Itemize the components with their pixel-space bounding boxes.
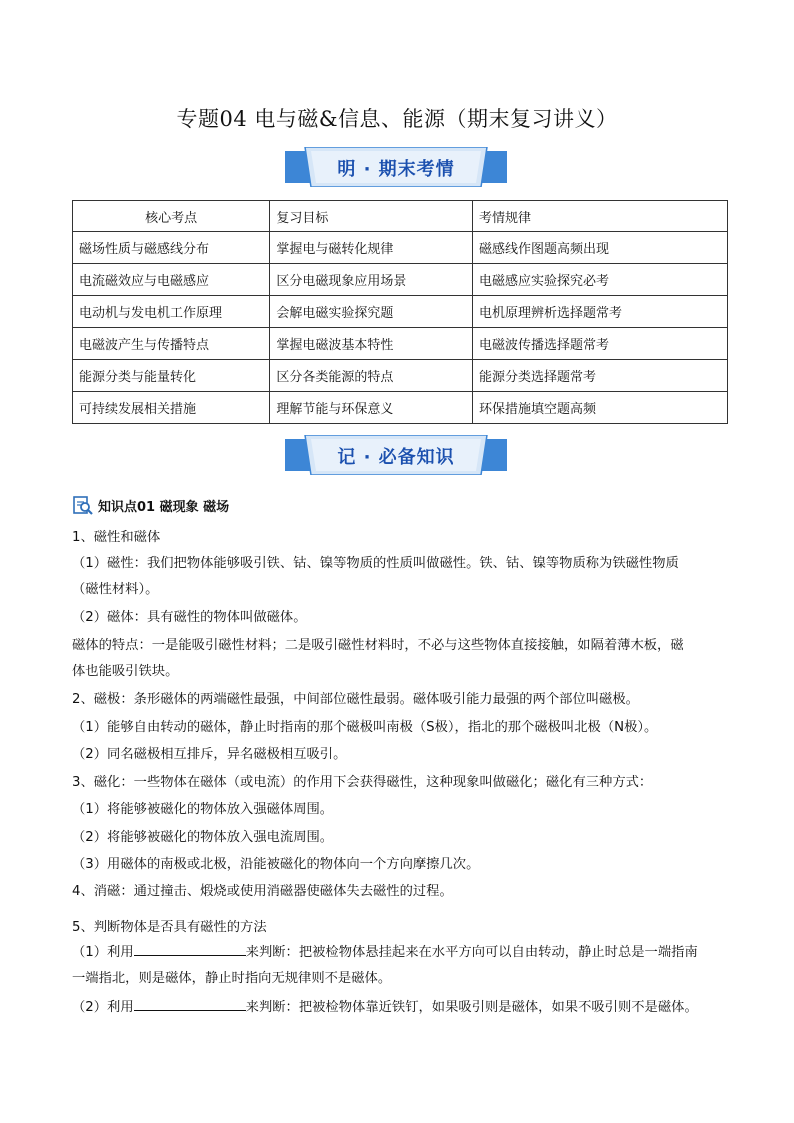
- blank-suffix: 来判断：把被检物体悬挂起来在水平方向可以自由转动，静止时总是一端指南: [245, 945, 698, 960]
- para-line: （2）磁体：具有磁性的物体叫做磁体。: [72, 610, 307, 625]
- para-line: 5、判断物体是否具有磁性的方法: [72, 920, 267, 935]
- table-row: [73, 360, 728, 392]
- table-cell: 会解电磁实验探究题: [270, 296, 473, 328]
- fill-in-blank[interactable]: [134, 941, 246, 956]
- para-line: 3、磁化：一些物体在磁体（或电流）的作用下会获得磁性，这种现象叫做磁化；磁化有三种方式：: [72, 775, 653, 790]
- para-line-with-blank: [72, 940, 740, 966]
- table-row: [73, 264, 728, 296]
- section-banner-knowledge: [285, 435, 507, 475]
- para-line: （2）同名磁极相互排斥，异名磁极相互吸引。: [72, 747, 347, 762]
- knowledge-point-label: 知识点01 磁现象 磁场: [98, 499, 230, 515]
- exam-overview-table: [72, 200, 728, 424]
- para-line: 4、消磁：通过撞击、煅烧或使用消磁器使磁体失去磁性的过程。: [72, 884, 453, 899]
- para-line: （1）将能够被磁化的物体放入强磁体周围。: [72, 802, 334, 817]
- blank-suffix: 来判断：把被检物体靠近铁钉，如果吸引则是磁体，如果不吸引则不是磁体。: [245, 1000, 698, 1015]
- para-line: （3）用磁体的南极或北极，沿能被磁化的物体向一个方向摩擦几次。: [72, 857, 480, 872]
- para-line: （1）能够自由转动的磁体，静止时指南的那个磁极叫南极（S极），指北的那个磁极叫北极（N极）。: [72, 720, 658, 735]
- magnifier-book-icon: [72, 494, 94, 516]
- para-line: （磁性材料）。: [72, 582, 159, 597]
- para-line: 磁体的特点：一是能吸引磁性材料；二是吸引磁性材料时，不必与这些物体直接接触，如隔着薄木板，磁: [72, 638, 684, 653]
- para-line: 一端指北，则是磁体，静止时指向无规律则不是磁体。: [72, 971, 392, 986]
- table-cell: 电磁波传播选择题常考: [472, 328, 727, 360]
- banner-title: 明 · 期末考情: [337, 159, 455, 180]
- table-cell: 掌握电与磁转化规律: [270, 232, 473, 264]
- para-line: 体也能吸引铁块。: [72, 664, 179, 679]
- page-title: 专题04 电与磁&信息、能源（期末复习讲义）: [176, 107, 618, 131]
- table-cell: 磁场性质与磁感线分布: [73, 232, 270, 264]
- table-cell: 电磁波产生与传播特点: [73, 328, 270, 360]
- fill-in-blank[interactable]: [134, 996, 246, 1011]
- banner-title: 记 · 必备知识: [337, 447, 455, 468]
- header-core-point: 核心考点: [73, 201, 270, 232]
- table-cell: 掌握电磁波基本特性: [270, 328, 473, 360]
- table-row: [73, 392, 728, 424]
- table-cell: 电流磁效应与电磁感应: [73, 264, 270, 296]
- table-cell: 能源分类与能量转化: [73, 360, 270, 392]
- para-line: 2、磁极：条形磁体的两端磁性最强，中间部位磁性最弱。磁体吸引能力最强的两个部位叫磁极。: [72, 692, 639, 707]
- table-cell: 磁感线作图题高频出现: [472, 232, 727, 264]
- table-row: [73, 328, 728, 360]
- header-exam-pattern: 考情规律: [472, 201, 727, 232]
- table-header-row: [73, 201, 728, 232]
- table-cell: 环保措施填空题高频: [472, 392, 727, 424]
- table-cell: 区分各类能源的特点: [270, 360, 473, 392]
- header-review-goal: 复习目标: [270, 201, 473, 232]
- section-banner-exam: [285, 147, 507, 187]
- table-row: [73, 296, 728, 328]
- para-line: 1、磁性和磁体: [72, 530, 161, 545]
- table-cell: 可持续发展相关措施: [73, 392, 270, 424]
- blank-prefix: （2）利用: [72, 1000, 134, 1015]
- blank-prefix: （1）利用: [72, 945, 134, 960]
- table-cell: 理解节能与环保意义: [270, 392, 473, 424]
- table-row: [73, 232, 728, 264]
- table-cell: 能源分类选择题常考: [472, 360, 727, 392]
- para-line-with-blank: [72, 995, 740, 1021]
- table-cell: 电动机与发电机工作原理: [73, 296, 270, 328]
- para-line: （2）将能够被磁化的物体放入强电流周围。: [72, 830, 334, 845]
- para-line: （1）磁性：我们把物体能够吸引铁、钴、镍等物质的性质叫做磁性。铁、钴、镍等物质称为铁磁性物质: [72, 556, 679, 571]
- knowledge-point-heading: [72, 494, 229, 516]
- table-cell: 电机原理辨析选择题常考: [472, 296, 727, 328]
- table-cell: 区分电磁现象应用场景: [270, 264, 473, 296]
- table-cell: 电磁感应实验探究必考: [472, 264, 727, 296]
